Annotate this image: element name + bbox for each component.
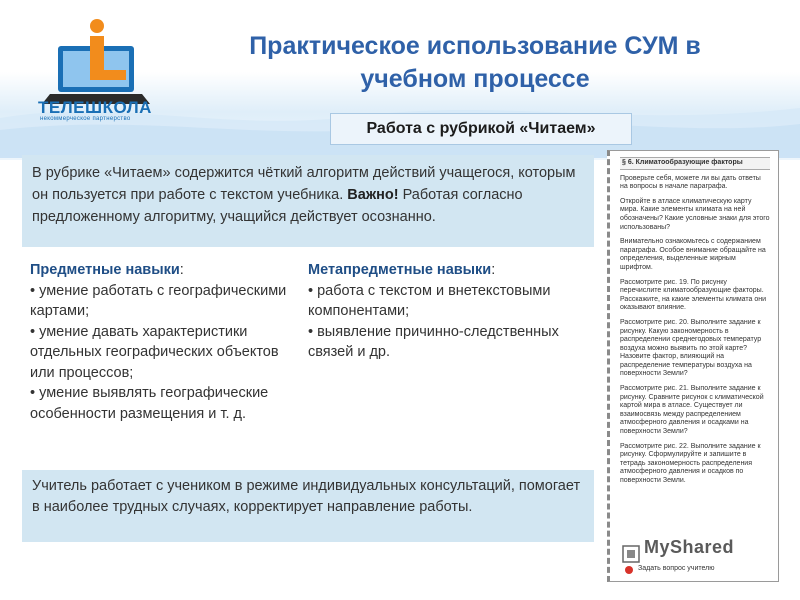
teacher-note: Учитель работает с учеником в режиме индивидуальных консультаций, помогает в наиболее трудных случаях, корректирует направление работы. xyxy=(22,470,594,542)
textbook-paragraph: Рассмотрите рис. 21. Выполните задание к рисунку. Сравните рисунок с климатической картой мира в атласе. Существует ли взаимосвязь между распределением атмосферного давления и осадками на поверхности Земли? xyxy=(620,385,764,436)
textbook-paragraph: Рассмотрите рис. 20. Выполните задание к рисунку. Какую закономерность в распределении среднегодовых температур воздуха можно выявить по этой карте? Назовите фактор, влияющий на распределение температуры воздуха на поверхности Земли? xyxy=(620,318,762,378)
info-box xyxy=(22,155,594,247)
list-item: • выявление причинно-следственных связей и др. xyxy=(308,323,559,360)
textbook-paragraph: Внимательно ознакомьтесь с содержанием параграфа. Особое внимание обращайте на определения, выделенные жирным шрифтом. xyxy=(620,238,766,271)
important-label: Важно! xyxy=(347,187,399,203)
ask-teacher-link[interactable]: Задать вопрос учителю xyxy=(638,565,715,572)
section-subtitle: Работа с рубрикой «Читаем» xyxy=(330,113,632,145)
page-title xyxy=(195,30,755,96)
info-text: В рубрике «Читаем» содержится чёткий алгоритм действий учащегося, которым он пользуется при работе с текстом учебника. xyxy=(32,165,576,203)
list-item: • умение давать характеристики отдельных географических объектов или процессов; xyxy=(30,323,279,381)
title-line-2: учебном процессе xyxy=(360,65,590,93)
watermark-text: MyShared xyxy=(644,537,735,557)
textbook-paragraph: Проверьте себя, можете ли вы дать ответы на вопросы в начале параграфа. xyxy=(620,174,761,191)
textbook-paragraph: Рассмотрите рис. 19. По рисунку перечислите климатообразующие факторы. Расскажите, на какие элементы климата они оказывают влияние. xyxy=(620,278,767,312)
title-line-1: Практическое использование СУМ в xyxy=(249,32,701,60)
subject-skills-heading: Предметные навыки xyxy=(30,262,180,278)
textbook-page-scan xyxy=(607,150,779,582)
important-text: Работая согласно предложенному алгоритму, учащийся действует осознанно. xyxy=(32,187,523,225)
watermark-icon xyxy=(622,545,640,563)
textbook-paragraph: Рассмотрите рис. 22. Выполните задание к рисунку. Сформулируйте и запишите в тетрадь закономерность распределения атмосферного давления и осадков по поверхности Земли. xyxy=(620,442,761,484)
textbook-heading: § 6. Климатообразующие факторы xyxy=(620,157,770,170)
list-item: • умение выявлять географические особенности размещения и т. д. xyxy=(30,385,269,422)
meta-skills: Метапредметные навыки: • работа с текстом и внетекстовыми компонентами; • выявление причинно-следственных связей и др. xyxy=(308,260,588,363)
logo-tagline: некоммерческое партнерство xyxy=(40,116,131,122)
subject-skills: Предметные навыки: • умение работать с географическими картами; • умение давать характеристики отдельных географических объектов или процессов; • умение выявлять географические особенности размещения и т. д. xyxy=(30,260,300,424)
meta-skills-heading: Метапредметные навыки xyxy=(308,262,492,278)
ask-icon xyxy=(624,565,634,575)
textbook-paragraph: Откройте в атласе климатическую карту мира. Какие элементы климата на ней обозначены? Какие условные знаки для этого использованы? xyxy=(620,197,770,231)
list-item: • работа с текстом и внетекстовыми компонентами; xyxy=(308,282,551,319)
list-item: • умение работать с географическими картами; xyxy=(30,282,287,319)
logo-name: ТЕЛЕШКОЛА xyxy=(38,98,152,117)
scan-footer xyxy=(622,537,772,577)
